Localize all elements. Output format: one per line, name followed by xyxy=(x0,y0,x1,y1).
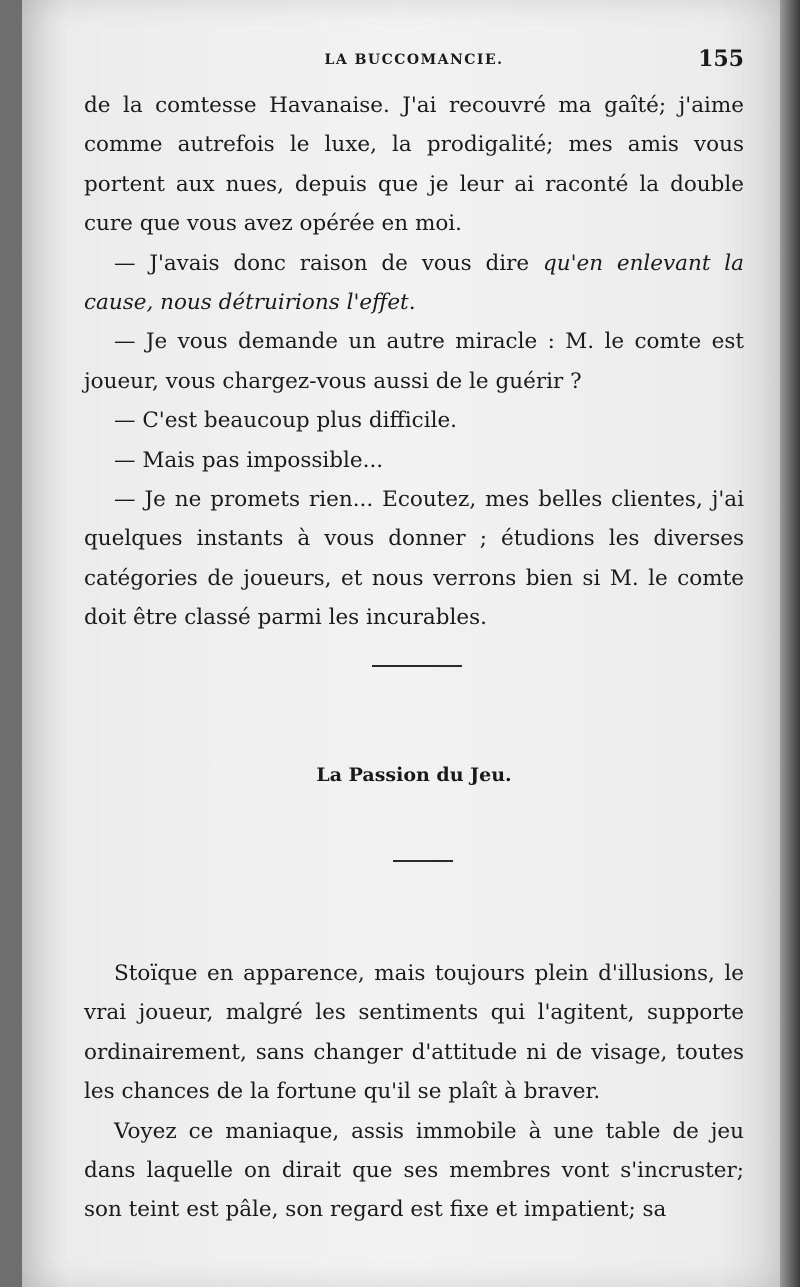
dialogue-line: — C'est beaucoup plus difficile. xyxy=(114,408,458,434)
paragraph: Stoïque en apparence, mais toujours plein d'illusions, le vrai joueur, malgré les sentiments qui l'agitent, supporte ordinairement, sans changer d'attitude ni de visage, toutes les chances de la fortune qu'il se plaît à braver. xyxy=(84,961,744,1105)
running-head: LA BUCCOMANCIE. xyxy=(324,52,504,68)
page-edge-shadow xyxy=(780,0,800,1287)
dialogue-line: — Mais pas impossible... xyxy=(114,447,384,473)
dialogue-line: — Je vous demande un autre miracle : M. le comte est joueur, vous chargez-vous aussi de le guérir ? xyxy=(84,329,744,394)
dialogue-lead: — J'avais donc raison de vous dire xyxy=(114,250,543,276)
dialogue-line: — Je ne promets rien... Ecoutez, mes belles clientes, j'ai quelques instants à vous donner ; étudions les diverses catégories de joueurs, et nous verrons bien si M. le comte doit être classé parmi les incurables. xyxy=(84,487,744,631)
paragraph: Voyez ce maniaque, assis immobile à une table de jeu dans laquelle on dirait que ses membres vont s'incruster; son teint est pâle, son regard est fixe et impatient; sa xyxy=(84,1118,744,1223)
body-text-bottom xyxy=(84,954,744,1230)
divider-rule xyxy=(393,860,453,862)
section-title: La Passion du Jeu. xyxy=(316,764,512,786)
paragraph: de la comtesse Havanaise. J'ai recouvré ma gaîté; j'aime comme autrefois le luxe, la prodigalité; mes amis vous portent aux nues, depuis que je leur ai raconté la double cure que vous avez opérée en moi. xyxy=(84,93,744,237)
divider-rule xyxy=(372,665,462,667)
dialogue-tail: . xyxy=(408,290,416,316)
body-text-top xyxy=(84,86,744,638)
dialogue-line xyxy=(84,244,744,323)
page-header xyxy=(84,48,744,74)
dialogue-italic: qu'en enlevant la cause, nous détruirions l'effet xyxy=(84,250,744,316)
page-number: 155 xyxy=(698,46,744,72)
